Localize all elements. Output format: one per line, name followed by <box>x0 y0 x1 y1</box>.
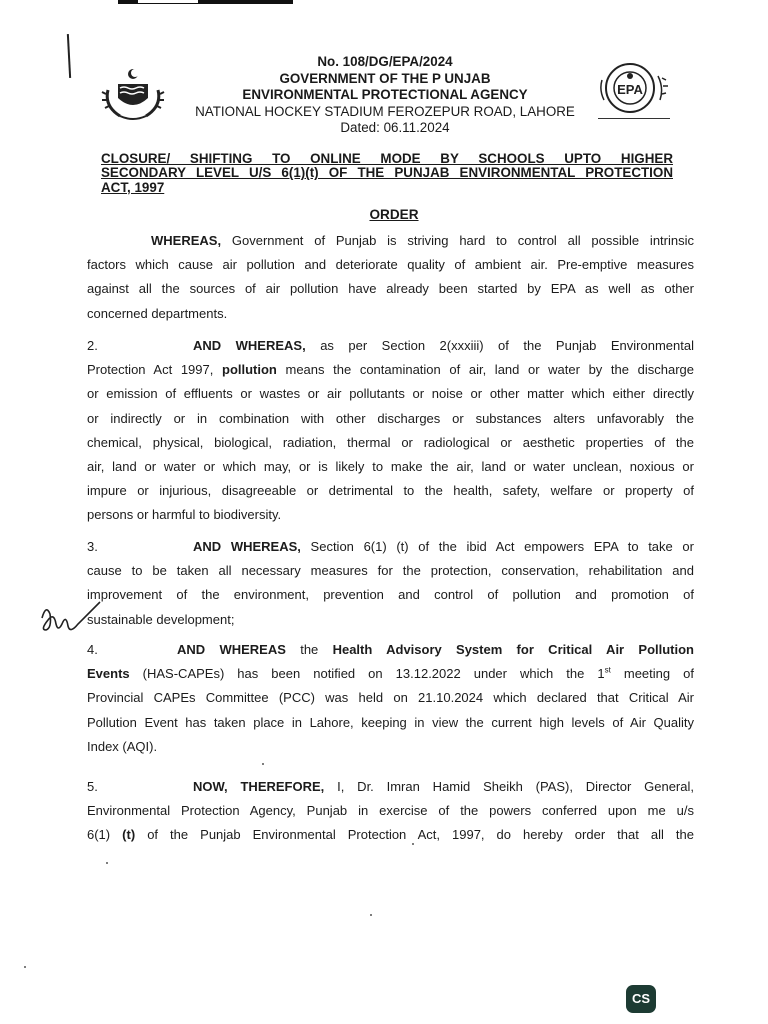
letterhead <box>150 54 620 137</box>
text-span: Government of Punjab is striving hard to control all possible intrinsic <box>231 233 694 248</box>
scan-speck <box>24 966 26 968</box>
text-line <box>87 334 694 358</box>
text-line <box>87 229 694 253</box>
text-line <box>87 535 694 559</box>
text-line: impure or injurious, disagreeable or detrimental to the health, safety, welfare or property of <box>87 483 694 499</box>
text-line <box>87 823 694 847</box>
text-span: as per Section 2(xxxiii) of the Punjab Environmental <box>320 338 694 353</box>
text-line: Environmental Protection Agency, Punjab in exercise of the powers conferred upon me u/s <box>87 803 694 819</box>
text-line <box>87 358 694 382</box>
text-span: meeting of <box>623 666 694 682</box>
para-lead: AND WHEREAS, <box>193 338 306 353</box>
para-lead: AND WHEREAS <box>177 642 286 657</box>
text-line: sustainable development; <box>87 611 235 627</box>
para-lead: WHEREAS, <box>151 233 222 248</box>
text-span: means the contamination of air, land or water by the discharge <box>285 362 694 378</box>
paragraph-5 <box>87 775 694 848</box>
government-name: GOVERNMENT OF THE P UNJAB <box>279 70 491 86</box>
text-line: persons or harmful to biodiversity. <box>87 507 282 523</box>
text-span: the <box>300 642 319 657</box>
system-name: Health Advisory System for Critical Air Pollution <box>332 642 694 657</box>
para-lead: NOW, THEREFORE, <box>193 779 325 794</box>
superscript: st <box>604 665 611 675</box>
defined-term: pollution <box>222 362 277 378</box>
text-line: chemical, physical, biological, radiation, thermal or radiological or aesthetic properties of the <box>87 434 694 450</box>
paragraph-3 <box>87 535 694 632</box>
para-lead: AND WHEREAS, <box>193 539 301 554</box>
text-line: against all the sources of air pollution have already been started by EPA as well as other <box>87 281 694 297</box>
text-line: cause to be taken all necessary measures for the protection, conservation, rehabilitation and <box>87 563 694 579</box>
text-line <box>87 662 694 686</box>
agency-address: NATIONAL HOCKEY STADIUM FEROZEPUR ROAD, LAHORE <box>195 103 575 119</box>
text-line: improvement of the environment, prevention and control of pollution and promotion of <box>87 587 694 603</box>
paragraph-4 <box>87 638 694 759</box>
text-line <box>87 775 694 799</box>
text-line: Provincial CAPEs Committee (PCC) was held on 21.10.2024 which declared that Critical Air <box>87 690 694 706</box>
text-line: concerned departments. <box>87 305 228 321</box>
text-line: or indirectly or in combination with other discharges or substances alters unfavorably the <box>87 410 694 426</box>
scan-speck <box>412 843 414 845</box>
scan-speck <box>370 914 372 916</box>
text-line: air, land or water or which may, or is likely to make the air, land or water unclean, noxious or <box>87 459 694 475</box>
para-number: 2. <box>87 338 98 353</box>
camscanner-watermark: CS <box>626 985 656 1013</box>
system-name: Events <box>87 666 130 682</box>
agency-name: ENVIRONMENTAL PROTECTIONAL AGENCY <box>242 87 528 103</box>
order-title: ORDER <box>369 207 419 222</box>
letter-number: No. 108/DG/EPA/2024 <box>317 54 453 69</box>
margin-pen-mark <box>67 34 71 78</box>
subject-line: ACT, 1997 <box>101 179 165 195</box>
para-number: 5. <box>87 779 98 794</box>
paragraph-2 <box>87 334 694 528</box>
text-span: 6(1) <box>87 827 111 843</box>
text-span: (HAS-CAPEs) has been notified on 13.12.2022 under which the 1 <box>142 666 605 682</box>
text-line: or emission of effluents or wastes or air pollutants or noise or other matter which either directly <box>87 386 694 402</box>
text-span: I, Dr. Imran Hamid Sheikh (PAS), Director General, <box>337 779 694 794</box>
handwritten-initials <box>36 600 106 636</box>
text-span: Protection Act 1997, <box>87 362 214 378</box>
letter-date: Dated: 06.11.2024 <box>340 120 450 136</box>
text-span: of the Punjab Environmental Protection Act, 1997, do hereby order that all the <box>147 827 694 843</box>
text-line: Pollution Event has taken place in Lahore, keeping in view the current high levels of Air Quality <box>87 714 694 730</box>
subject-line: SECONDARY LEVEL U/S 6(1)(t) OF THE PUNJAB ENVIRONMENTAL PROTECTION <box>101 165 673 181</box>
subject-line: CLOSURE/ SHIFTING TO ONLINE MODE BY SCHOOLS UPTO HIGHER <box>101 151 673 166</box>
para-number: 4. <box>87 642 98 657</box>
scan-top-bar-gap <box>138 0 198 3</box>
text-line: Index (AQI). <box>87 738 158 754</box>
scan-speck <box>262 763 264 765</box>
epa-logo-text: EPA <box>617 82 643 97</box>
paragraph-1 <box>87 229 694 326</box>
para-number: 3. <box>87 539 98 554</box>
text-span: Section 6(1) (t) of the ibid Act empowers EPA to take or <box>310 539 694 554</box>
text-line: factors which cause air pollution and deteriorate quality of ambient air. Pre-emptive measures <box>87 257 694 273</box>
scan-speck <box>106 862 108 864</box>
order-subject <box>101 152 673 195</box>
clause-ref: (t) <box>122 827 136 843</box>
text-line <box>87 638 694 662</box>
